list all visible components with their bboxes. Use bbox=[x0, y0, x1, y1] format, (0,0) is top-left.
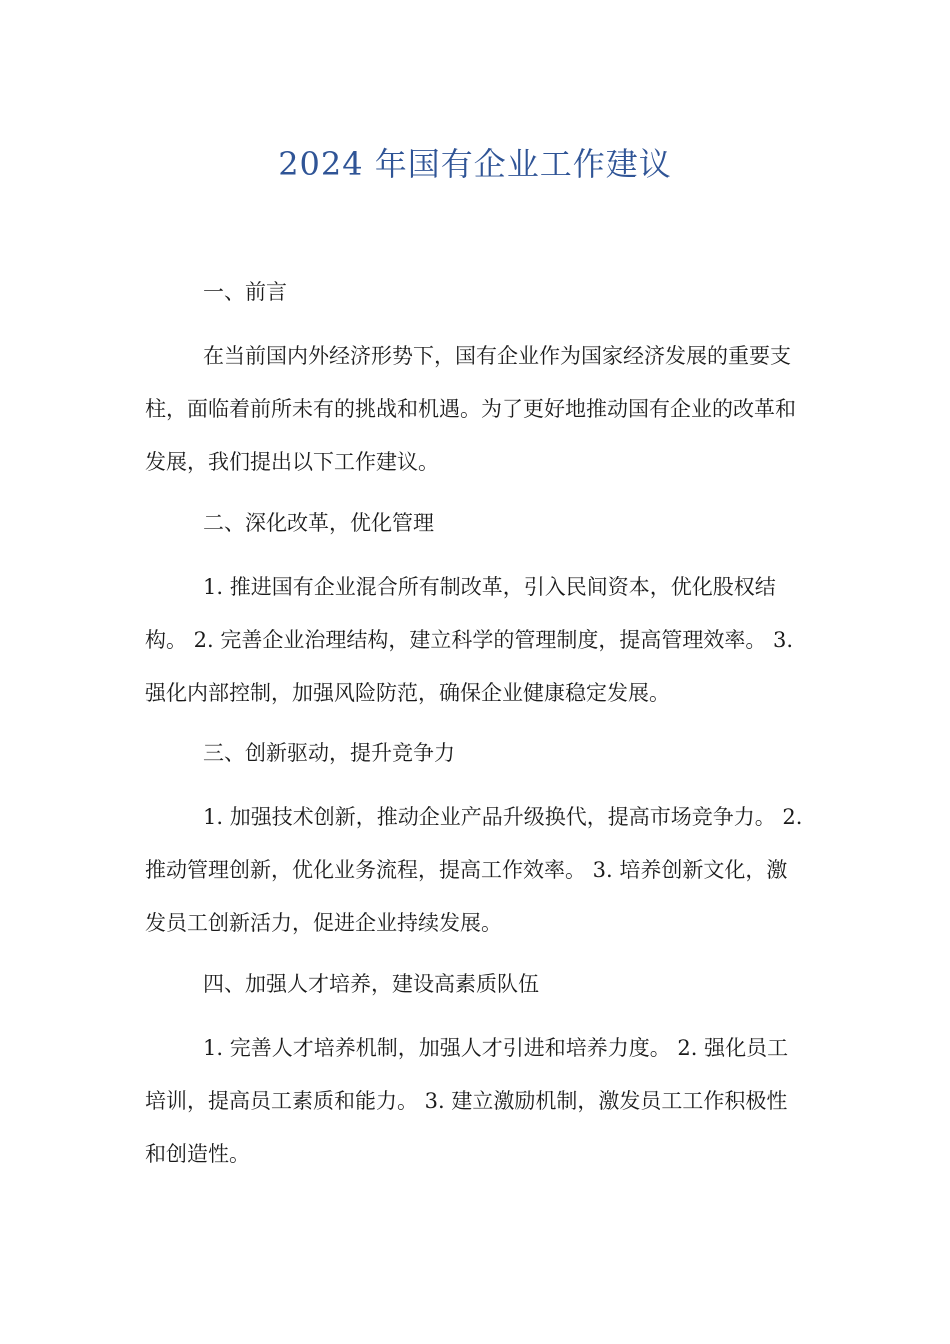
section-body-reform: 1. 推进国有企业混合所有制改革，引入民间资本，优化股权结构。 2. 完善企业治理结构，建立科学的管理制度，提高管理效率。 3. 强化内部控制，加强风险防范，确保企业健康稳定发展。 bbox=[145, 575, 794, 705]
section-heading-innovation: 三、创新驱动，提升竞争力 bbox=[203, 741, 455, 765]
section-heading-talent: 四、加强人才培养，建设高素质队伍 bbox=[203, 972, 539, 996]
section-heading-reform: 二、深化改革，优化管理 bbox=[203, 511, 434, 535]
document-title: 2024 年国有企业工作建议 bbox=[278, 145, 672, 183]
section-body-innovation: 1. 加强技术创新，推动企业产品升级换代，提高市场竞争力。 2. 推动管理创新，优化业务流程，提高工作效率。 3. 培养创新文化，激发员工创新活力，促进企业持续发展。 bbox=[145, 805, 803, 935]
section-body-talent: 1. 完善人才培养机制，加强人才引进和培养力度。 2. 强化员工培训，提高员工素质和能力。 3. 建立激励机制，激发员工工作积极性和创造性。 bbox=[145, 1036, 789, 1166]
section-heading-preface: 一、前言 bbox=[203, 280, 287, 304]
section-body-preface: 在当前国内外经济形势下，国有企业作为国家经济发展的重要支柱，面临着前所未有的挑战和机遇。为了更好地推动国有企业的改革和发展，我们提出以下工作建议。 bbox=[145, 344, 796, 474]
